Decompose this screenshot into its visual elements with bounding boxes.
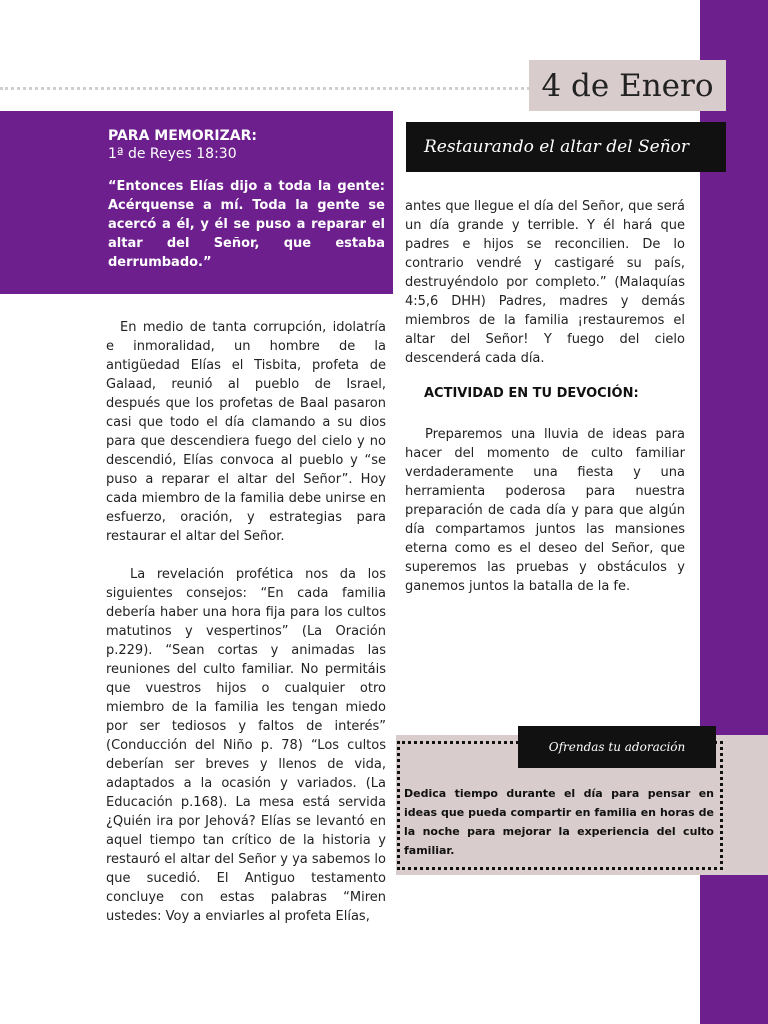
- left-paragraph-1: En medio de tanta corrupción, idolatría e inmoralidad, un hombre de la antigüedad Elías el Tisbita, profeta de Galaad, reunió al pueblo de Israel, después que los profetas de Baal pasaron casi que todo el día clamando a su dios para que descendiera fuego del cielo y no descendió, Elías convoca al pueblo y “se puso a reparar el altar del Señor”. Hoy cada miembro de la familia debe unirse en esfuerzo, oración, y estrategias para restaurar el altar del Señor.: [106, 320, 386, 544]
- right-text-column: [405, 197, 685, 368]
- devotional-title: Restaurando el altar del Señor: [424, 137, 690, 157]
- left-text-column: [106, 318, 386, 926]
- date-badge: [529, 60, 726, 111]
- memorize-verse: “Entonces Elías dijo a toda la gente: Acérquense a mí. Toda la gente se acercó a él, y él se puso a reparar el altar del Señor, que estaba derrumbado.”: [108, 179, 385, 270]
- right-paragraph-1: antes que llegue el día del Señor, que será un día grande y terrible. Y él hará que padres e hijos se reconcilien. De lo contrario vendré y castigaré su país, destruyéndolo por completo.” (Malaquías 4:5,6 DHH) Padres, madres y demás miembros de la familia ¡restauremos el altar del Señor! Y fuego del cielo descenderá cada día.: [405, 199, 685, 366]
- activity-paragraph: Preparemos una lluvia de ideas para hacer del momento de culto familiar verdaderamente una fiesta y una herramienta poderosa para nuestra preparación de cada día y para que algún día compartamos juntos las mansiones eterna como es el deseo del Señor, que superemos las pruebas y obstáculos y ganemos juntos la batalla de la fe.: [405, 427, 685, 594]
- memorize-reference: 1ª de Reyes 18:30: [108, 146, 237, 162]
- activity-text-column: [405, 425, 685, 596]
- header-dotted-divider: [0, 87, 530, 90]
- offering-title-box: [518, 726, 716, 768]
- offering-title: Ofrendas tu adoración: [548, 740, 686, 754]
- memorize-panel: [0, 111, 393, 294]
- activity-heading: ACTIVIDAD EN TU DEVOCIÓN:: [424, 386, 639, 401]
- memorize-label: PARA MEMORIZAR:: [108, 128, 257, 144]
- left-paragraph-2: La revelación profética nos da los siguientes consejos: “En cada familia debería haber una hora fija para los cultos matutinos y vespertinos” (La Oración p.229). “Sean cortas y animadas las reuniones del culto familiar. No permitáis que vuestros hijos o cualquier otro miembro de la familia les tengan miedo por ser tediosos y faltos de interés” (Conducción del Niño p. 78) “Los cultos deberían ser breves y llenos de vida, adaptados a la ocasión y variados. (La Educación p.168). La mesa está servida ¿Quién ira por Jehová? Elías se levantó en aquel tiempo tan crítico de la historia y restauró el altar del Señor y ya sabemos lo que sucedió. El Antiguo testamento concluye con estas palabras “Miren ustedes: Voy a enviarles al profeta Elías,: [106, 567, 386, 924]
- offering-text: Dedica tiempo durante el día para pensar en ideas que pueda compartir en familia en horas de la noche para mejorar la experiencia del culto familiar.: [404, 787, 714, 857]
- devotional-title-box: [406, 122, 726, 172]
- date-text: 4 de Enero: [541, 67, 714, 104]
